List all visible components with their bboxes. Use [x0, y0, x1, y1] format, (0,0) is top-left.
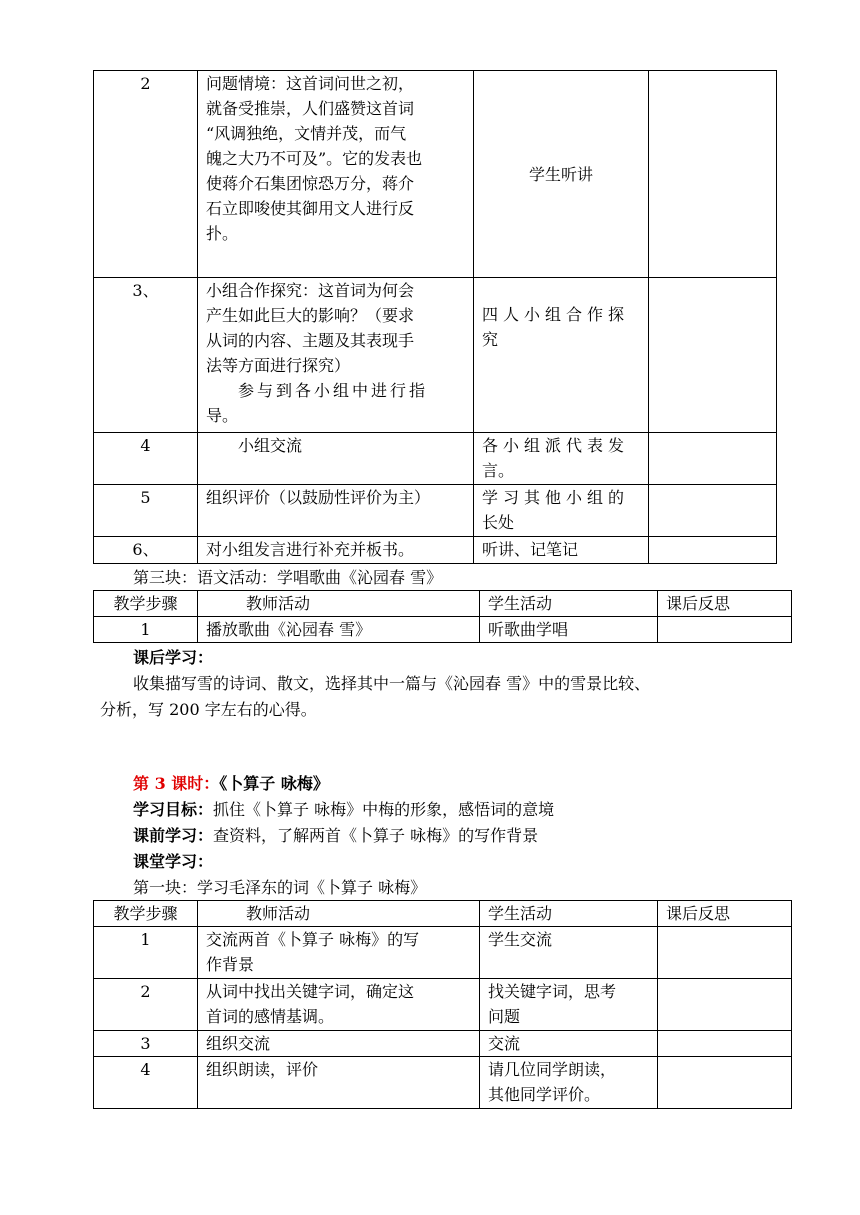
student-activity-cell: 学生交流 [480, 927, 658, 979]
header-student: 学生活动 [480, 901, 658, 927]
text-line: 四人小组合作探 [482, 305, 630, 324]
text-line: 问题 [488, 1007, 521, 1026]
table-row [94, 71, 777, 278]
table-row [94, 278, 777, 433]
student-activity-cell [474, 278, 649, 433]
header-step: 教学步骤 [94, 901, 198, 927]
text-line: “风调独绝，文情并茂，而气 [206, 124, 407, 143]
text-line: 小组交流 [238, 436, 303, 455]
text-line: 问题情境：这首词问世之初， [206, 74, 415, 93]
teacher-activity-cell: 组织交流 [198, 1031, 480, 1057]
lesson3-table [93, 900, 792, 1109]
student-activity-cell: 交流 [480, 1031, 658, 1057]
header-student: 学生活动 [480, 591, 658, 617]
pre-class-study [133, 824, 538, 848]
text-line: 就备受推崇，人们盛赞这首词 [206, 99, 415, 118]
text-line: 究 [482, 330, 499, 349]
teacher-activity-cell: 组织朗读，评价 [198, 1057, 480, 1109]
after-class-text: 收集描写雪的诗词、散文，选择其中一篇与《沁园春 雪》中的雪景比较、 [133, 674, 651, 693]
step-cell: 4 [94, 1057, 198, 1109]
table-row [94, 927, 792, 979]
step-cell: 4 [94, 433, 198, 485]
table-row [94, 617, 792, 643]
table-header-row [94, 591, 792, 617]
reflection-cell [649, 433, 777, 485]
step-cell: 1 [94, 927, 198, 979]
text-line: 作背景 [206, 955, 255, 974]
after-class-label: 课后学习： [133, 648, 214, 667]
step-cell: 5 [94, 485, 198, 537]
song-activity-table [93, 590, 792, 643]
header-step: 教学步骤 [94, 591, 198, 617]
table-row [94, 537, 777, 564]
lesson-number: 第 3 课时： [133, 774, 220, 793]
step-cell: 2 [94, 71, 198, 278]
student-activity-cell: 学生听讲 [474, 71, 649, 278]
text-line: 产生如此巨大的影响？（要求 [206, 306, 415, 325]
text-line: 从词的内容、主题及其表现手 [206, 331, 415, 350]
teacher-activity-cell [198, 71, 474, 278]
text-line: 学习其他小组的 [482, 488, 630, 507]
reflection-cell [658, 979, 792, 1031]
table-row [94, 1057, 792, 1109]
teacher-activity-cell [198, 278, 474, 433]
reflection-cell [658, 1031, 792, 1057]
text-line: 首词的感情基调。 [206, 1007, 335, 1026]
header-teacher: 教师活动 [198, 901, 480, 927]
student-activity-cell: 听讲、记笔记 [474, 537, 649, 564]
after-class-text: 分析，写 200 字左右的心得。 [100, 700, 317, 719]
block1-heading: 第一块：学习毛泽东的词《卜算子 咏梅》 [133, 878, 427, 897]
text-line: 各小组派代表发 [482, 436, 630, 455]
text-line: 扑。 [206, 224, 239, 243]
pre-label: 课前学习： [133, 826, 214, 845]
table-header-row [94, 901, 792, 927]
header-reflection: 课后反思 [658, 901, 792, 927]
text-line: 使蒋介石集团惊恐万分，蒋介 [206, 174, 415, 193]
reflection-cell [658, 1057, 792, 1109]
teacher-activity-cell: 组织评价（以鼓励性评价为主） [198, 485, 474, 537]
header-teacher: 教师活动 [198, 591, 480, 617]
teacher-activity-cell: 播放歌曲《沁园春 雪》 [198, 617, 480, 643]
text-line: 长处 [482, 513, 515, 532]
pre-text: 查资料，了解两首《卜算子 咏梅》的写作背景 [213, 826, 539, 845]
student-activity-cell [480, 1057, 658, 1109]
teacher-activity-cell [198, 927, 480, 979]
step-cell: 6、 [94, 537, 198, 564]
text-line: 其他同学评价。 [488, 1085, 601, 1104]
text-line: 言。 [482, 461, 515, 480]
step-cell: 1 [94, 617, 198, 643]
table-row [94, 485, 777, 537]
table-row [94, 433, 777, 485]
reflection-cell [649, 278, 777, 433]
student-activity-cell [474, 433, 649, 485]
header-reflection: 课后反思 [658, 591, 792, 617]
lesson-name: 《卜算子 咏梅》 [219, 774, 329, 793]
student-activity-cell [480, 979, 658, 1031]
text-line: 导。 [206, 406, 239, 425]
text-line: 法等方面进行探究） [206, 356, 351, 375]
goal-label: 学习目标： [133, 800, 214, 819]
goal-text: 抓住《卜算子 咏梅》中梅的形象，感悟词的意境 [213, 800, 555, 819]
text-line: 魄之大乃不可及”。它的发表也 [206, 149, 423, 168]
text-line: 参与到各小组中进行指 [238, 381, 429, 400]
lesson-table-continued [93, 70, 777, 564]
text-line: 交流两首《卜算子 咏梅》的写 [206, 930, 420, 949]
student-activity-cell: 听歌曲学唱 [480, 617, 658, 643]
reflection-cell [649, 485, 777, 537]
step-cell: 3 [94, 1031, 198, 1057]
table-row [94, 979, 792, 1031]
learning-goal [133, 798, 554, 822]
teacher-activity-cell [198, 433, 474, 485]
text-line: 找关键字词，思考 [488, 982, 617, 1001]
step-cell: 2 [94, 979, 198, 1031]
reflection-cell [658, 617, 792, 643]
reflection-cell [649, 537, 777, 564]
table-row [94, 1031, 792, 1057]
student-activity-cell [474, 485, 649, 537]
text-line: 从词中找出关键字词，确定这 [206, 982, 415, 1001]
block3-heading: 第三块：语文活动：学唱歌曲《沁园春 雪》 [133, 568, 443, 587]
class-study-label: 课堂学习： [133, 852, 214, 871]
teacher-activity-cell [198, 979, 480, 1031]
teacher-activity-cell: 对小组发言进行补充并板书。 [198, 537, 474, 564]
reflection-cell [649, 71, 777, 278]
reflection-cell [658, 927, 792, 979]
text-line: 请几位同学朗读， [488, 1060, 617, 1079]
step-cell: 3、 [94, 278, 198, 433]
text-line: 小组合作探究：这首词为何会 [206, 281, 415, 300]
lesson3-title [133, 772, 329, 796]
text-line: 石立即唆使其御用文人进行反 [206, 199, 415, 218]
